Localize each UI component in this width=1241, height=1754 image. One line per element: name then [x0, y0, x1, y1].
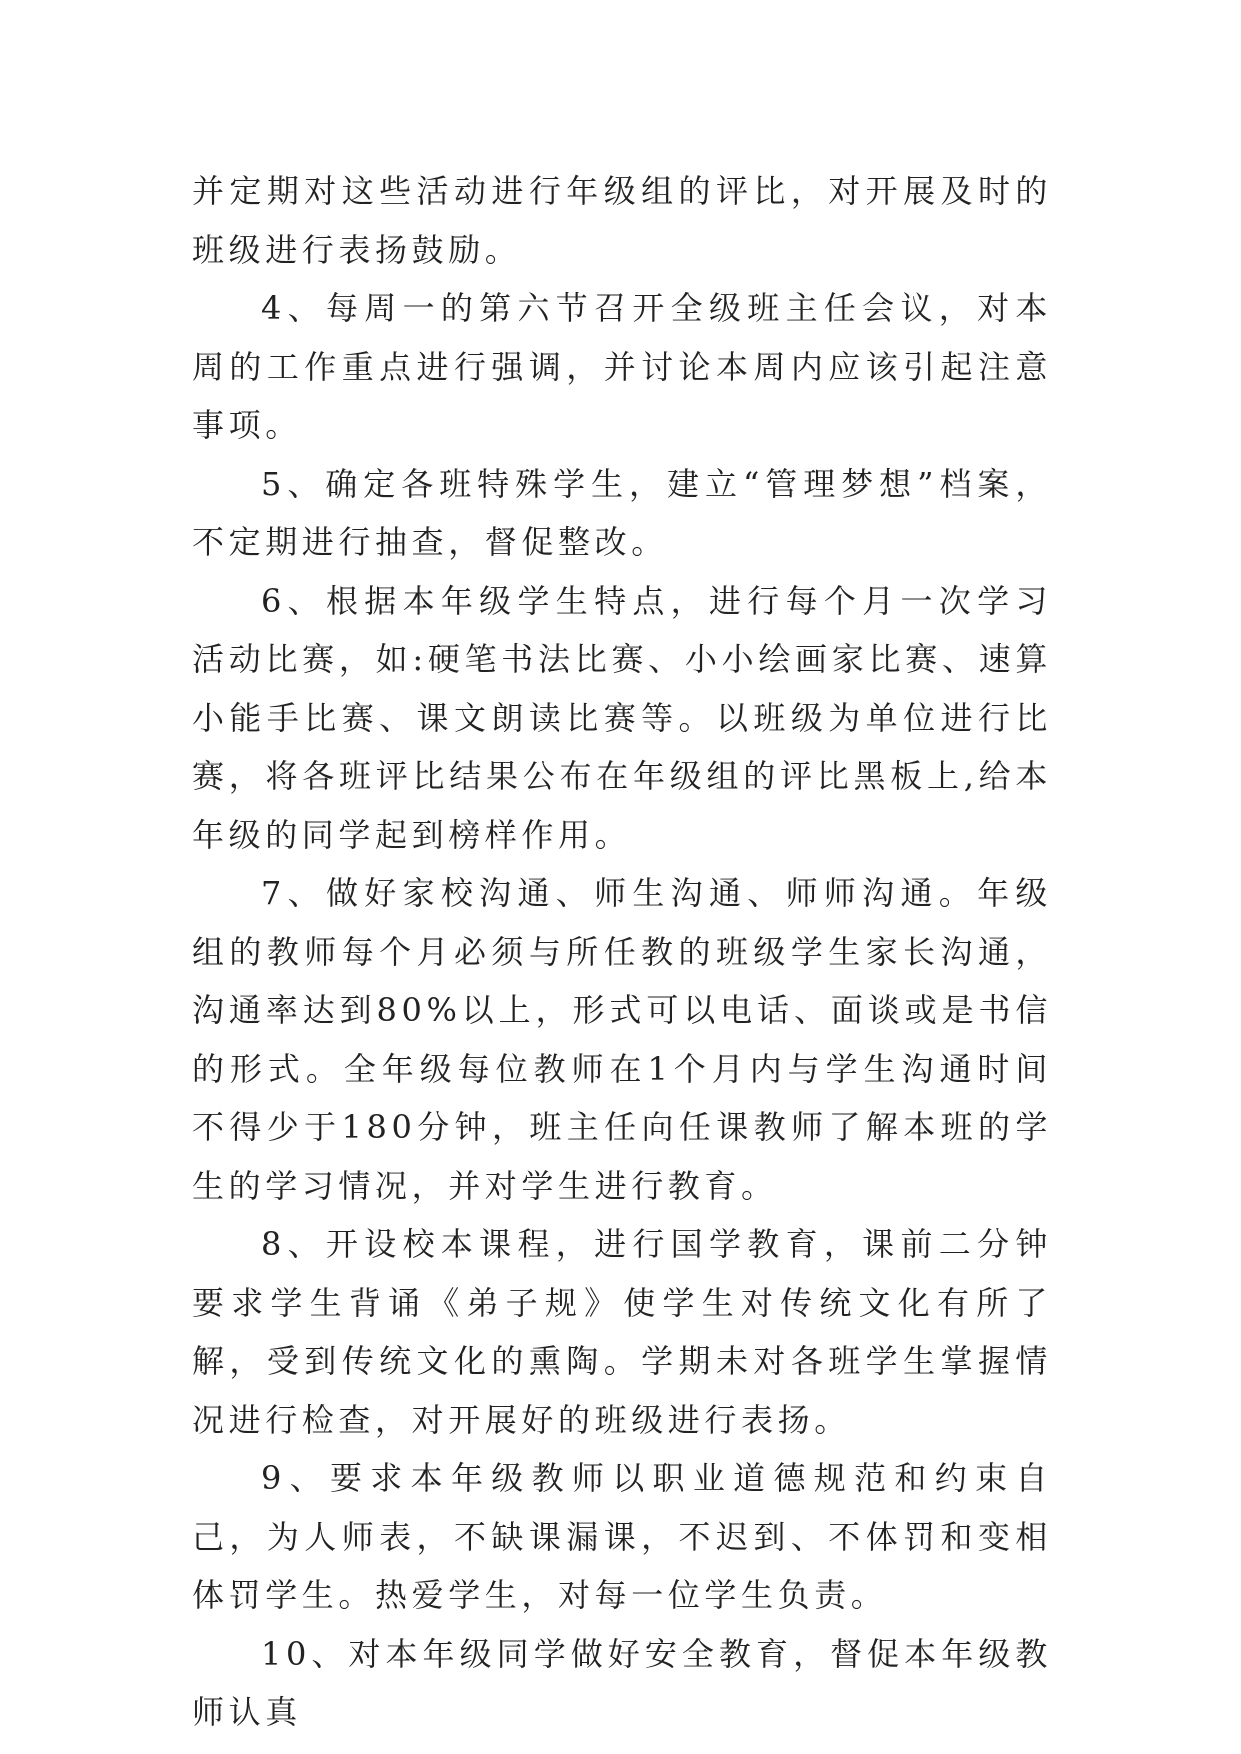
paragraph-item-6: 6、根据本年级学生特点，进行每个月一次学习活动比赛，如:硬笔书法比赛、小小绘画家比赛、速算小能手比赛、课文朗读比赛等。以班级为单位进行比赛，将各班评比结果公布在年级组的评比黑板上,给本年级的同学起到榜样作用。 [192, 581, 1052, 854]
paragraph-item-7: 7、做好家校沟通、师生沟通、师师沟通。年级组的教师每个月必须与所任教的班级学生家长沟通，沟通率达到80%以上，形式可以电话、面谈或是书信的形式。全年级每位教师在1个月内与学生沟通时间不得少于180分钟，班主任向任课教师了解本班的学生的学习情况，并对学生进行教育。 [192, 874, 1052, 1205]
paragraph-item-10: 10、对本年级同学做好安全教育，督促本年级教师认真 [192, 1634, 1052, 1731]
paragraph-item-4: 4、每周一的第六节召开全级班主任会议，对本周的工作重点进行强调，并讨论本周内应该引起注意事项。 [192, 289, 1052, 444]
paragraph-continuation: 并定期对这些活动进行年级组的评比，对开展及时的班级进行表扬鼓励。 [192, 172, 1052, 269]
paragraph-item-5: 5、确定各班特殊学生，建立“管理梦想”档案，不定期进行抽查，督促整改。 [192, 464, 1052, 561]
document-body [192, 162, 1052, 1742]
paragraph-item-9: 9、要求本年级教师以职业道德规范和约束自己，为人师表，不缺课漏课，不迟到、不体罚和变相体罚学生。热爱学生，对每一位学生负责。 [192, 1459, 1052, 1614]
paragraph-item-8: 8、开设校本课程，进行国学教育，课前二分钟要求学生背诵《弟子规》使学生对传统文化有所了解，受到传统文化的熏陶。学期未对各班学生掌握情况进行检查，对开展好的班级进行表扬。 [192, 1225, 1052, 1439]
